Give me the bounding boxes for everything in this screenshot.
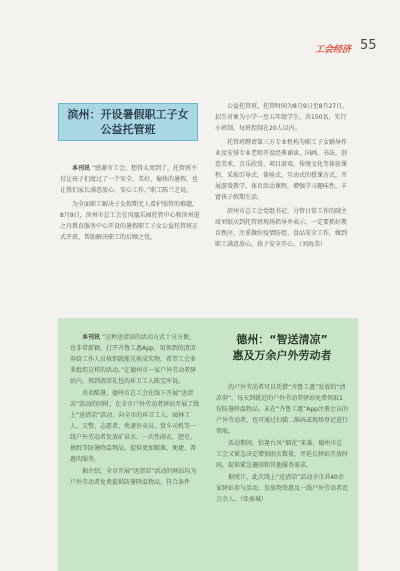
page-header: [0, 0, 400, 70]
article-column-left: [70, 332, 200, 489]
article-paragraph: 滨州市总工会党组书记、分管日常工作的副主席刘银庆到托管班现场指导并表示，一定要抓好教育秩序，注重做好疫情防控、食品安全工作，做到职工满意放心，孩子安全开心。（刘海美）: [215, 208, 348, 248]
dateline: 本刊讯: [82, 334, 101, 341]
article-paragraph: 托管班聘请第三方专业机构为职工子女辅导作业及安排专业老师开设经典诵读、国画、书法、创意美术、音乐欣赏、项目游戏、传统文化等体验课程，采取引导式、体验式、互动式的授课方式，开展游戏教学、体育活动课程，增强学习趣味性，丰富孩子假期生活。: [215, 139, 348, 201]
article-paragraph: 的户外劳动者可以凭借“齐鲁工惠”发放的“清凉券”，每天到就近的户外劳动者驿站免费领取1份防暑降温物品。未在“齐鲁工惠”App注册会员的户外劳动者，也可通过扫描二维码或现场登记进行领取。: [216, 384, 349, 435]
article-title-line2: 公益托管班: [100, 123, 156, 136]
article-title-line1: 滨州：开设暑假职工子女: [67, 108, 189, 121]
article-paragraph: 炎炎酷暑，德州市总工会在线下开展“送清凉”活动的同时，在全市户外劳动者驿站开展了线上“送清凉”活动，向全市的环卫工人、园林工人、交警、志愿者、快递外卖员、货车司机等一线户外劳动者发放矿泉水、一次性雨衣、肥皂、抽纸等防暑降温物品，提供更加精准、便捷、普惠的服务。: [70, 390, 200, 463]
magazine-brand: 工会经济: [315, 45, 352, 55]
article-binzhou: [0, 85, 400, 290]
article-paragraph: 本刊讯 “这种送清凉的活动方式十分方便，也非常新颖，打开齐鲁工惠App，用领到的清凉券给工作人员核销就能兑换成奖物，希望工会多多组织这样的活动。”在德州市一家户外劳动者驿站内，领到清凉礼包的环卫工人陈宝库说。: [70, 334, 197, 385]
article-column-left: [60, 163, 200, 246]
article-paragraph: 本刊讯 “感谢市工会，想得太周到了，托管班不仅让孩子们度过了一个安全、美好、愉快的暑假，也让我们家长满意放心、安心工作。”职工陈兰芝说。: [60, 165, 199, 194]
page-number: 55: [360, 38, 377, 53]
article-paragraph: 公益托管班，托管时间为8月9日至8月27日，招生对象为小学一至五年级学生，共150名，实行小班制，每班控制在20人以内。: [215, 103, 349, 132]
article-paragraph: 据介绍，全市开展“送清凉”活动的驿站均为户外劳动者免费提供防暑降温物品，符合条件: [70, 468, 197, 486]
article-title: [216, 332, 348, 364]
article-paragraph: 为全面职工解决子女假期无人看护照管的难题，8月9日，滨州市总工会在凤凰乐园托管中心和滨州进之舟教育服务中心开设的暑假职工子女公益托管班正式开班，帮助解决职工的后顾之忧。: [60, 201, 200, 241]
article-paragraph: 据统计，此次线上“送清凉”活动全市共40余家驿站参与活动，发放物资惠及一线户外劳动者近万余人。（张秦城）: [216, 474, 349, 503]
article-title-line1: 德州：“智送清凉”: [236, 333, 328, 346]
article-dezhou-panel: [58, 318, 358, 571]
article-body: [216, 382, 348, 505]
dateline: 本刊讯: [72, 165, 91, 172]
article-title-line2: 惠及万余户外劳动者: [232, 349, 332, 362]
article-column-right: [216, 332, 348, 506]
article-title-box: [58, 103, 198, 141]
article-column-right: [215, 101, 350, 253]
article-paragraph: 活动期间，恰逢台风“烟花”来袭，德州市总工会又紧急决定增加雨衣数量，并延长驿站开放时间，提供紧急避雨和其他服务需求。: [216, 440, 349, 469]
